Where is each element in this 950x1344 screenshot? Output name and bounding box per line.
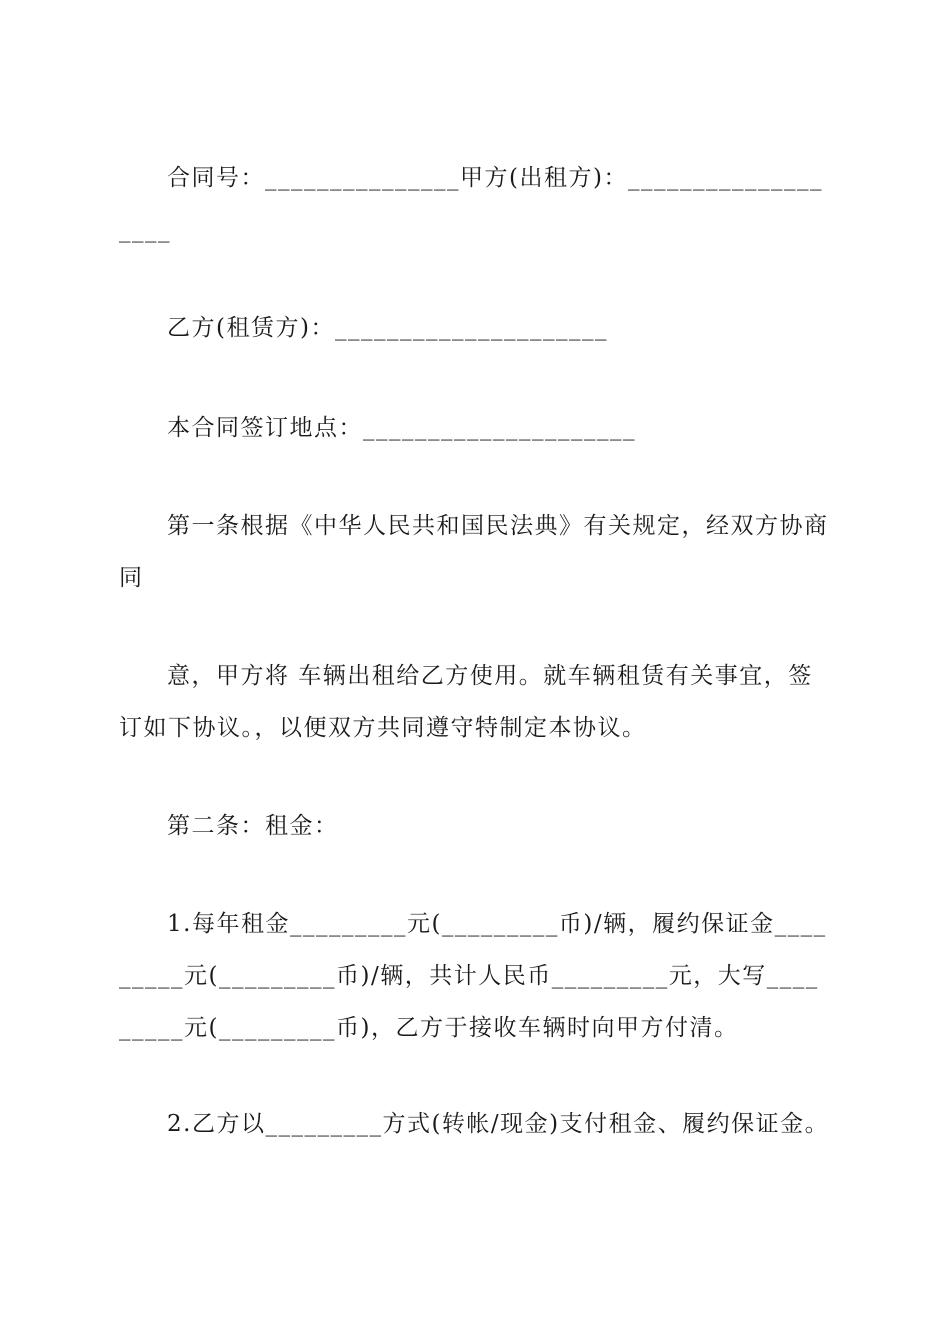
article-one-paragraph: 第一条根据《中华人民共和国民法典》有关规定，经双方协商同 <box>119 513 829 591</box>
article-one-continuation-paragraph: 意，甲方将 车辆出租给乙方使用。就车辆租赁有关事宜，签订如下协议。，以便双方共同遵守特制定本协议。 <box>119 663 813 741</box>
rent-clause-1: 1.每年租金_________元(_________币)/辆，履约保证金_________元(_________币)/辆，共计人民币_________元，大写_________元(_________币)，乙方于接收车辆时向甲方付清。 <box>119 911 827 1041</box>
signing-location-line: 本合同签订地点：_____________________ <box>167 415 636 441</box>
article-two-heading: 第二条：租金： <box>167 813 339 839</box>
contract-number-and-party-a-line: 合同号：_______________甲方(出租方)：___________________ <box>119 165 823 243</box>
party-b-line: 乙方(租赁方)：_____________________ <box>167 315 608 341</box>
rent-clause-2: 2.乙方以_________方式(转帐/现金)支付租金、履约保证金。 <box>167 1111 830 1137</box>
